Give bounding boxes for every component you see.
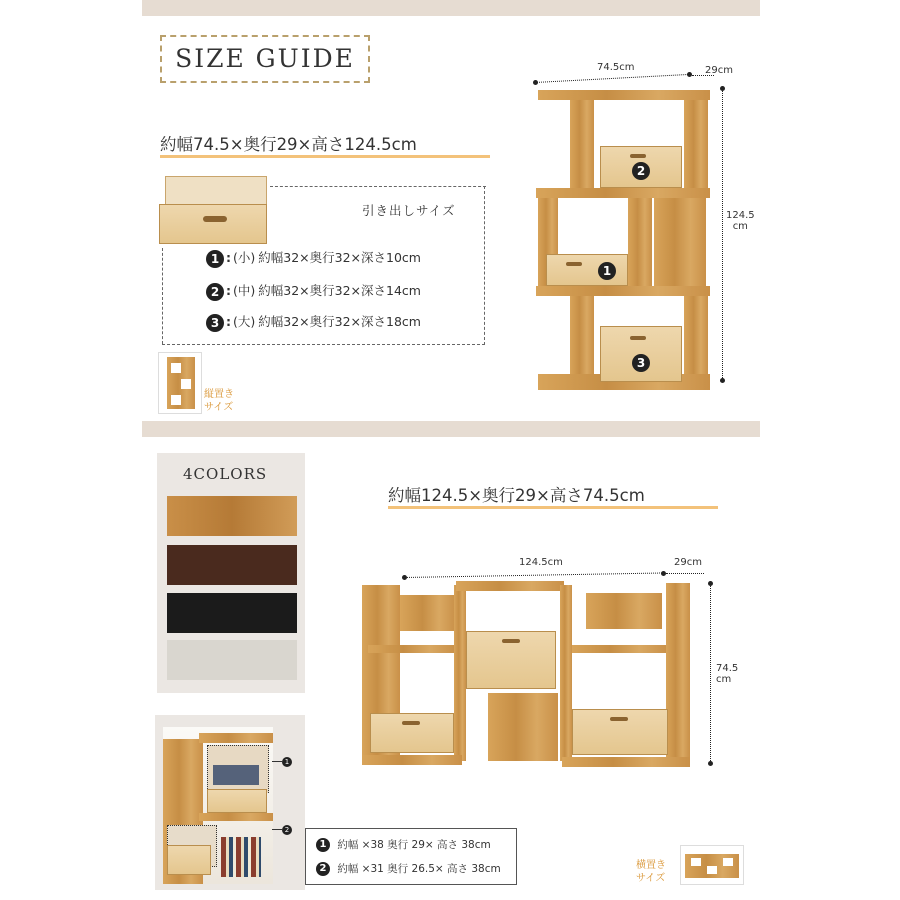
thumbnail-label-line1: 縦置き <box>204 389 234 400</box>
drawer-spec-row-3: 3 : (大) 約幅32×奥行32×深さ18cm <box>206 312 421 332</box>
dim-depth-label: 29cm <box>705 65 733 76</box>
marker-1-icon: 1 <box>598 262 616 280</box>
drawer-spec-box-top <box>270 186 486 187</box>
middle-band <box>142 421 760 437</box>
space-spec-text: 約幅 ×38 奥行 29× 高さ 38cm <box>337 839 491 851</box>
drawer-size-label: (大) <box>233 314 256 329</box>
vertical-dimensions-text: 約幅74.5×奥行29×高さ124.5cm <box>160 135 417 154</box>
drawer-size-label: (小) <box>233 250 256 265</box>
usage-photo <box>163 727 273 884</box>
drawer-spec-title: 引き出しサイズ <box>362 203 456 218</box>
top-band <box>142 0 760 16</box>
horizontal-thumbnail-label <box>636 859 666 885</box>
drawer-spec-text: 約幅32×奥行32×深さ14cm <box>258 283 421 298</box>
drawer-left <box>370 713 454 753</box>
colors-heading: 4COLORS <box>183 465 268 483</box>
vertical-shelf-illustration <box>520 60 760 400</box>
swatch-white[interactable] <box>167 640 297 680</box>
vertical-thumbnail-label <box>204 388 234 414</box>
colors-panel <box>157 453 305 693</box>
drawer-spec-row-1: 1 : (小) 約幅32×奥行32×深さ10cm <box>206 248 421 268</box>
dim-width-label: 74.5cm <box>597 62 635 73</box>
size-guide-title: SIZE GUIDE <box>175 44 355 73</box>
drawer-spec-text: 約幅32×奥行32×深さ10cm <box>258 250 421 265</box>
photo-callout-1 <box>272 761 282 762</box>
vertical-thumbnail <box>158 352 202 414</box>
size-guide-title-box <box>160 35 370 83</box>
drawer-spec-row-2: 2 : (中) 約幅32×奥行32×深さ14cm <box>206 281 421 301</box>
vertical-dimensions <box>160 131 490 158</box>
swatch-brown[interactable] <box>167 545 297 585</box>
drawer-spec-box-left <box>162 248 163 344</box>
thumbnail-label-line2: サイズ <box>204 402 234 413</box>
dim-height-label <box>726 210 755 232</box>
dim-height-value: 124.5 <box>726 210 755 221</box>
space-spec-text: 約幅 ×31 奥行 26.5× 高さ 38cm <box>337 863 501 875</box>
marker-3-icon: 3 <box>632 354 650 372</box>
marker-2-icon: 2 <box>632 162 650 180</box>
photo-marker-1-icon: 1 <box>282 757 292 767</box>
photo-callout-2 <box>272 829 282 830</box>
number-3-icon: 3 <box>206 314 224 332</box>
thumbnail-label-line2: サイズ <box>636 873 666 884</box>
dim-height-unit: cm <box>732 221 748 232</box>
dim-depth-label: 29cm <box>674 557 702 568</box>
horizontal-shelf-illustration <box>356 555 739 775</box>
horizontal-dimensions <box>388 482 718 509</box>
swatch-black[interactable] <box>167 593 297 633</box>
dim-height-label <box>716 663 738 685</box>
number-2-icon: 2 <box>316 862 330 876</box>
space-spec-row-1 <box>316 837 491 852</box>
dim-height-unit: cm <box>716 674 732 685</box>
number-1-icon: 1 <box>206 250 224 268</box>
space-spec-box <box>305 828 517 885</box>
number-2-icon: 2 <box>206 283 224 301</box>
thumbnail-label-line1: 横置き <box>636 860 666 871</box>
space-spec-row-2 <box>316 861 501 876</box>
number-1-icon: 1 <box>316 838 330 852</box>
drawer-size-label: (中) <box>233 283 256 298</box>
dim-height-value: 74.5 <box>716 663 739 674</box>
photo-marker-2-icon: 2 <box>282 825 292 835</box>
drawer-spec-text: 約幅32×奥行32×深さ18cm <box>258 314 421 329</box>
horizontal-dimensions-text: 約幅124.5×奥行29×高さ74.5cm <box>388 486 645 505</box>
dim-width-label: 124.5cm <box>519 557 563 568</box>
swatch-natural[interactable] <box>167 496 297 536</box>
drawer-right <box>572 709 668 755</box>
horizontal-thumbnail <box>680 845 744 885</box>
